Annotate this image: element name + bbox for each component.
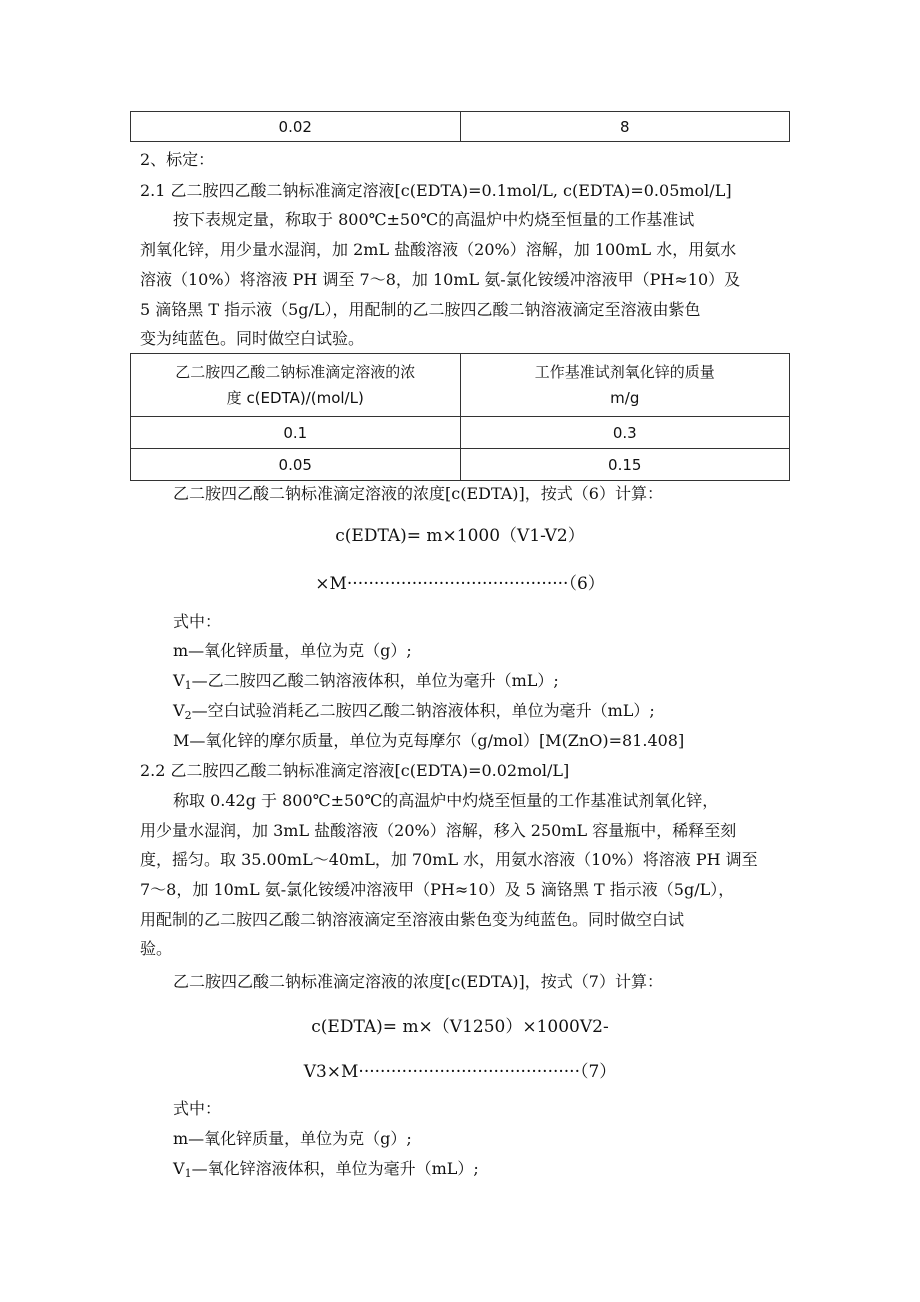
paragraph-line: 5 滴铬黑 T 指示液（5g/L），用配制的乙二胺四乙酸二钠溶液滴定至溶液由紫色 xyxy=(140,300,701,319)
paragraph-line: 度，摇匀。取 35.00mL～40mL，加 70mL 水，用氨水溶液（10%）将溶液 PH 调至 xyxy=(140,850,758,869)
header-text: 乙二胺四乙酸二钠标准滴定溶液的浓 xyxy=(175,363,416,381)
symbol: V xyxy=(173,701,185,720)
paragraph-line: 用少量水湿润，加 3mL 盐酸溶液（20%）溶解，移入 250mL 容量瓶中，稀释至刻 xyxy=(140,821,737,840)
table-header-cell xyxy=(131,354,461,417)
header-text: m/g xyxy=(610,389,640,407)
paragraph-line: 用配制的乙二胺四乙酸二钠溶液滴定至溶液由紫色变为纯蓝色。同时做空白试 xyxy=(140,910,685,929)
calc-intro: 乙二胺四乙酸二钠标准滴定溶液的浓度[c(EDTA)]，按式（6）计算： xyxy=(173,484,663,503)
definition-text: —乙二胺四乙酸二钠溶液体积，单位为毫升（mL）; xyxy=(191,671,559,690)
table-cell: 0.02 xyxy=(131,112,461,142)
calc-intro: 乙二胺四乙酸二钠标准滴定溶液的浓度[c(EDTA)]，按式（7）计算： xyxy=(173,972,663,991)
definition-text: —氧化锌溶液体积，单位为毫升（mL）; xyxy=(191,1159,479,1178)
table-header-cell xyxy=(460,354,790,417)
definition-line xyxy=(173,671,559,696)
formula-line: c(EDTA)= m×1000（V1-V2） xyxy=(335,526,585,546)
where-label: 式中： xyxy=(173,612,222,631)
definition-line: M—氧化锌的摩尔质量，单位为克每摩尔（g/mol）[M(ZnO)=81.408] xyxy=(173,731,685,750)
table-cell: 0.15 xyxy=(460,449,790,481)
header-text: 工作基准试剂氧化锌的质量 xyxy=(534,363,715,381)
subscript: 1 xyxy=(184,679,192,692)
table-row xyxy=(131,449,790,481)
table-header-row xyxy=(131,354,790,417)
section-heading: 2、标定： xyxy=(140,150,215,169)
definition-line: m—氧化锌质量，单位为克（g）; xyxy=(173,1129,412,1148)
table-row xyxy=(131,112,790,142)
formula-line: ×M·········································（6） xyxy=(315,574,605,594)
table-cell: 0.05 xyxy=(131,449,461,481)
section-heading: 2.2 乙二胺四乙酸二钠标准滴定溶液[c(EDTA)=0.02mol/L] xyxy=(140,761,570,780)
subscript: 1 xyxy=(184,1167,192,1180)
definition-line xyxy=(173,1159,479,1184)
paragraph-line: 按下表规定量，称取于 800℃±50℃的高温炉中灼烧至恒量的工作基准试 xyxy=(173,210,695,229)
top-table xyxy=(130,111,790,142)
formula-line: c(EDTA)= m×（V1250）×1000V2- xyxy=(311,1017,609,1037)
paragraph-line: 7～8，加 10mL 氨-氯化铵缓冲溶液甲（PH≈10）及 5 滴铬黑 T 指示液（5g/L）， xyxy=(140,880,735,899)
header-text: 度 c(EDTA)/(mol/L) xyxy=(226,389,364,407)
paragraph-line: 验。 xyxy=(140,939,173,958)
section-heading: 2.1 乙二胺四乙酸二钠标准滴定溶液[c(EDTA)=0.1mol/L, c(EDTA)=0.05mol/L] xyxy=(140,181,732,200)
table-cell: 0.1 xyxy=(131,417,461,449)
definition-line: m—氧化锌质量，单位为克（g）; xyxy=(173,641,412,660)
definition-line xyxy=(173,701,655,726)
table-row xyxy=(131,417,790,449)
formula-line: V3×M·········································（7） xyxy=(303,1062,617,1082)
table-cell: 8 xyxy=(460,112,790,142)
subscript: 2 xyxy=(184,709,192,722)
paragraph-line: 变为纯蓝色。同时做空白试验。 xyxy=(140,329,365,348)
symbol: V xyxy=(173,1159,185,1178)
reagent-table xyxy=(130,353,790,481)
table-cell: 0.3 xyxy=(460,417,790,449)
paragraph-line: 溶液（10%）将溶液 PH 调至 7～8，加 10mL 氨-氯化铵缓冲溶液甲（PH≈10）及 xyxy=(140,270,741,289)
paragraph-line: 剂氧化锌，用少量水湿润，加 2mL 盐酸溶液（20%）溶解，加 100mL 水，用氨水 xyxy=(140,240,737,259)
paragraph-line: 称取 0.42g 于 800℃±50℃的高温炉中灼烧至恒量的工作基准试剂氧化锌， xyxy=(173,791,719,810)
symbol: V xyxy=(173,671,185,690)
where-label: 式中： xyxy=(173,1099,222,1118)
definition-text: —空白试验消耗乙二胺四乙酸二钠溶液体积，单位为毫升（mL）; xyxy=(191,701,655,720)
